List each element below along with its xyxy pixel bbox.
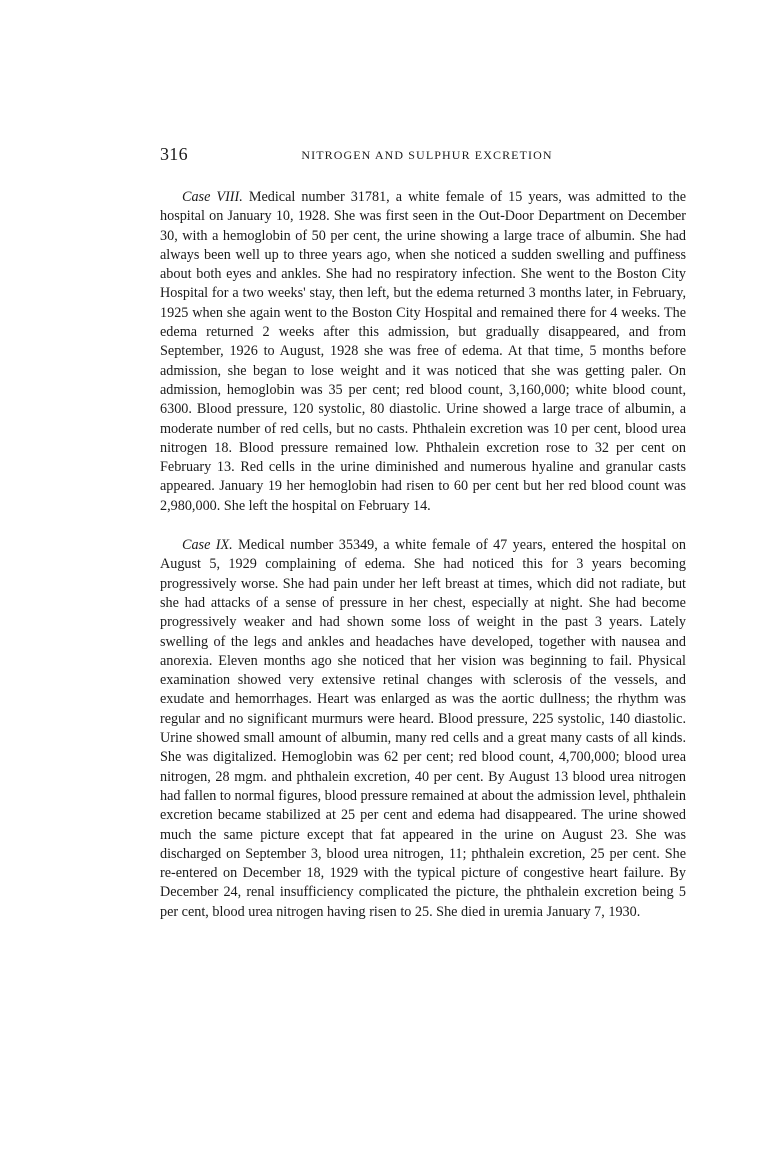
page-number: 316	[160, 144, 188, 164]
case-ix-text: Medical number 35349, a white female of 47 years, entered the hospital on August 5, 1929 complaining of edema. She had noticed this for 3 years becoming progressively worse. She had pain under her left breast at times, which did not radiate, but she had attacks of a sense of pressure in her chest, especially at night. She had become progressively weaker and had shown some loss of weight in the past 3 years. Lately swelling of the legs and ankles and headaches have developed, together with nausea and anorexia. Eleven months ago she noticed that her vision was beginning to fail. Physical examination showed very extensive retinal changes with sclerosis of the vessels, and exudate and hemorrhages. Heart was enlarged as was the aortic dullness; the rhythm was regular and no significant murmurs were heard. Blood pressure, 225 systolic, 140 diastolic. Urine showed small amount of albumin, many red cells and a great many casts of all kinds. She was digitalized. Hemoglobin was 62 per cent; red blood count, 4,700,000; blood urea nitrogen, 28 mgm. and phthalein excretion, 40 per cent. By August 13 blood urea nitrogen had fallen to normal figures, blood pressure remained at about the admission level, phthalein excretion became stabilized at 25 per cent and edema had disappeared. The urine showed much the same picture except that fat appeared in the urine on August 23. She was discharged on September 3, blood urea nitrogen, 11; phthalein excretion, 25 per cent. She re-entered on December 18, 1929 with the typical picture of congestive heart failure. By December 24, renal insufficiency complicated the picture, the phthalein excretion being 5 per cent, blood urea nitrogen having risen to 25. She died in uremia January 7, 1930.	[160, 537, 686, 920]
running-title: NITROGEN AND SULPHUR EXCRETION	[301, 148, 553, 162]
case-ix-label: Case IX.	[182, 537, 233, 554]
case-viii-label: Case VIII.	[182, 189, 243, 205]
case-viii-text: Medical number 31781, a white female of 15 years, was admitted to the hospital on January 10, 1928. She was first seen in the Out-Door Department on December 30, with a hemoglobin of 50 per cent, the urine showing a large trace of albumin. She had always been well up to three years ago, when she noticed a sudden swelling and puffiness about both eyes and ankles. She had no respiratory infection. She went to the Boston City Hospital for a two weeks' stay, then left, but the edema returned 3 months later, in February, 1925 when she again went to the Boston City Hospital and remained there for 4 weeks. The edema returned 2 weeks after this admission, but gradually disappeared, and from September, 1926 to August, 1928 she was free of edema. At that time, 5 months before admission, she began to lose weight and it was noticed that she was getting paler. On admission, hemoglobin was 35 per cent; red blood count, 3,160,000; white blood count, 6300. Blood pressure, 120 systolic, 80 diastolic. Urine showed a large trace of albumin, a moderate number of red cells, but no casts. Phthalein excretion was 10 per cent, blood urea nitrogen 18. Blood pressure remained low. Phthalein excretion rose to 32 per cent on February 13. Red cells in the urine diminished and numerous hyaline and granular casts appeared. January 19 her hemoglobin had risen to 60 per cent but her red blood count was 2,980,000. She left the hospital on February 14.	[160, 189, 686, 514]
case-viii-paragraph	[160, 188, 686, 516]
body-text	[160, 188, 686, 922]
case-ix-paragraph	[160, 536, 686, 922]
running-head	[160, 143, 686, 165]
